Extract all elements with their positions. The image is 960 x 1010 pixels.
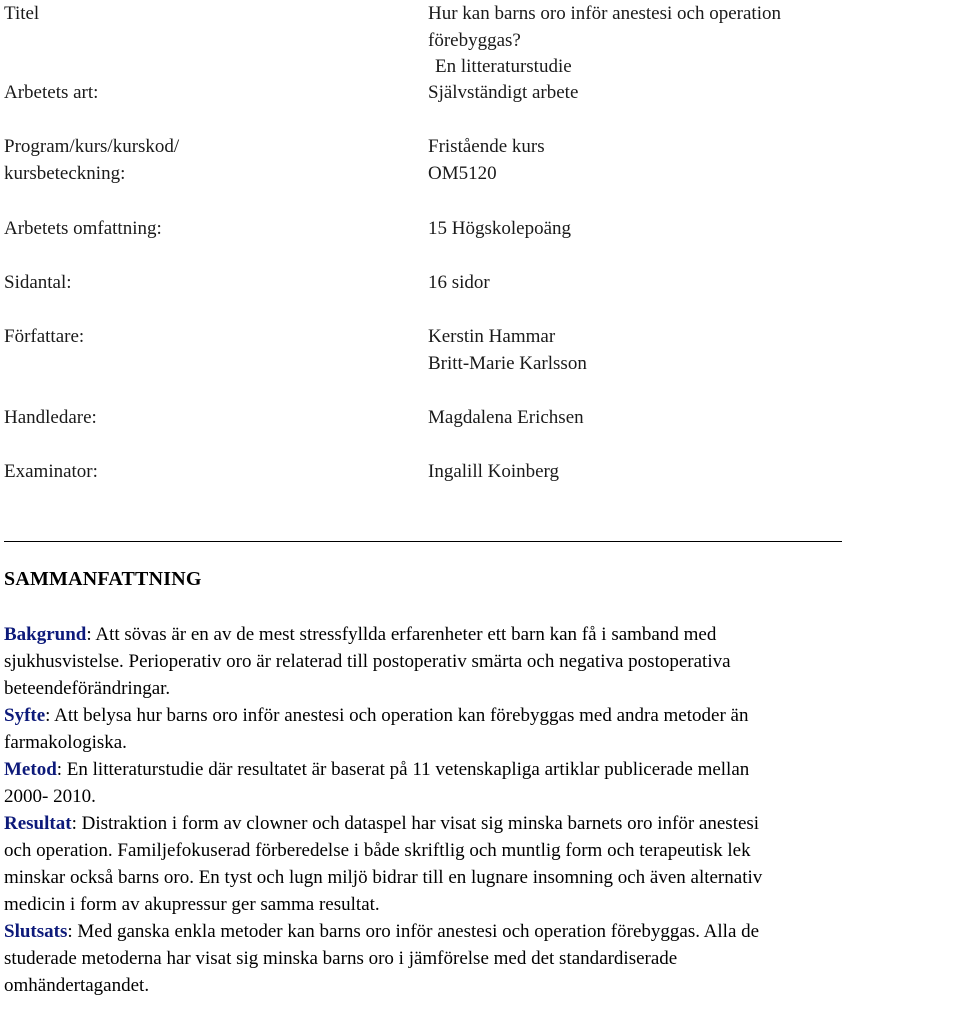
page-count-value: 16 sidor bbox=[428, 272, 490, 293]
summary-line bbox=[4, 810, 960, 837]
summary-line bbox=[4, 702, 960, 729]
scope-value: 15 Högskolepoäng bbox=[428, 218, 572, 239]
authors-label: Författare: bbox=[4, 326, 85, 347]
author-1: Kerstin Hammar bbox=[428, 326, 556, 347]
aim-text: : Att belysa hur barns oro inför anestesi och operation kan förebyggas med andra metoder än bbox=[45, 705, 749, 726]
examiner-value: Ingalill Koinberg bbox=[428, 461, 560, 482]
author-2: Britt-Marie Karlsson bbox=[428, 353, 587, 374]
results-keyword: Resultat bbox=[4, 813, 72, 834]
program-label-line2: kursbeteckning: bbox=[4, 163, 126, 184]
scope-label: Arbetets omfattning: bbox=[4, 218, 162, 239]
summary-line: sjukhusvistelse. Perioperativ oro är relaterad till postoperativ smärta och negativa postoperativa bbox=[4, 651, 731, 672]
summary-line: minskar också barns oro. En tyst och lugn miljö bidrar till en lugnare insomning och även alternativ bbox=[4, 867, 763, 888]
examiner-label: Examinator: bbox=[4, 461, 98, 482]
method-keyword: Metod bbox=[4, 759, 57, 780]
aim-keyword: Syfte bbox=[4, 705, 46, 726]
title-label: Titel bbox=[4, 3, 40, 24]
conclusion-keyword: Slutsats bbox=[4, 921, 68, 942]
page-count-label: Sidantal: bbox=[4, 272, 72, 293]
program-label-line1: Program/kurs/kurskod/ bbox=[4, 136, 180, 157]
method-text: : En litteraturstudie där resultatet är baserat på 11 vetenskapliga artiklar publicerade mellan bbox=[56, 759, 750, 780]
summary-line: medicin i form av akupressur ger samma resultat. bbox=[4, 894, 380, 915]
summary-line: omhändertagandet. bbox=[4, 975, 150, 996]
summary-body bbox=[4, 621, 960, 999]
summary-heading: SAMMANFATTNING bbox=[4, 568, 202, 590]
results-text: : Distraktion i form av clowner och dataspel har visat sig minska barnets oro inför anestesi bbox=[71, 813, 760, 834]
work-type-label: Arbetets art: bbox=[4, 82, 99, 103]
summary-line bbox=[4, 918, 960, 945]
work-type-value: Självständigt arbete bbox=[428, 82, 579, 103]
summary-line bbox=[4, 621, 960, 648]
subtitle-value: En litteraturstudie bbox=[435, 56, 572, 77]
supervisor-value: Magdalena Erichsen bbox=[428, 407, 584, 428]
summary-line bbox=[4, 756, 960, 783]
background-text: : Att sövas är en av de mest stressfyllda erfarenheter ett barn kan få i samband med bbox=[86, 624, 717, 645]
summary-line: och operation. Familjefokuserad förberedelse i både skriftlig och muntlig form och terapeutisk lek bbox=[4, 840, 751, 861]
supervisor-label: Handledare: bbox=[4, 407, 97, 428]
conclusion-text: : Med ganska enkla metoder kan barns oro inför anestesi och operation förebyggas. Alla de bbox=[67, 921, 760, 942]
background-keyword: Bakgrund bbox=[4, 624, 87, 645]
title-value-line2: förebyggas? bbox=[428, 30, 521, 51]
horizontal-divider bbox=[4, 541, 842, 542]
summary-line: farmakologiska. bbox=[4, 732, 127, 753]
summary-line: beteendeförändringar. bbox=[4, 678, 171, 699]
program-value-line1: Fristående kurs bbox=[428, 136, 545, 157]
summary-line: studerade metoderna har visat sig minska barns oro i jämförelse med det standardiserade bbox=[4, 948, 678, 969]
title-value-line1: Hur kan barns oro inför anestesi och operation bbox=[428, 3, 781, 24]
summary-line: 2000- 2010. bbox=[4, 786, 96, 807]
program-value-line2: OM5120 bbox=[428, 163, 497, 184]
